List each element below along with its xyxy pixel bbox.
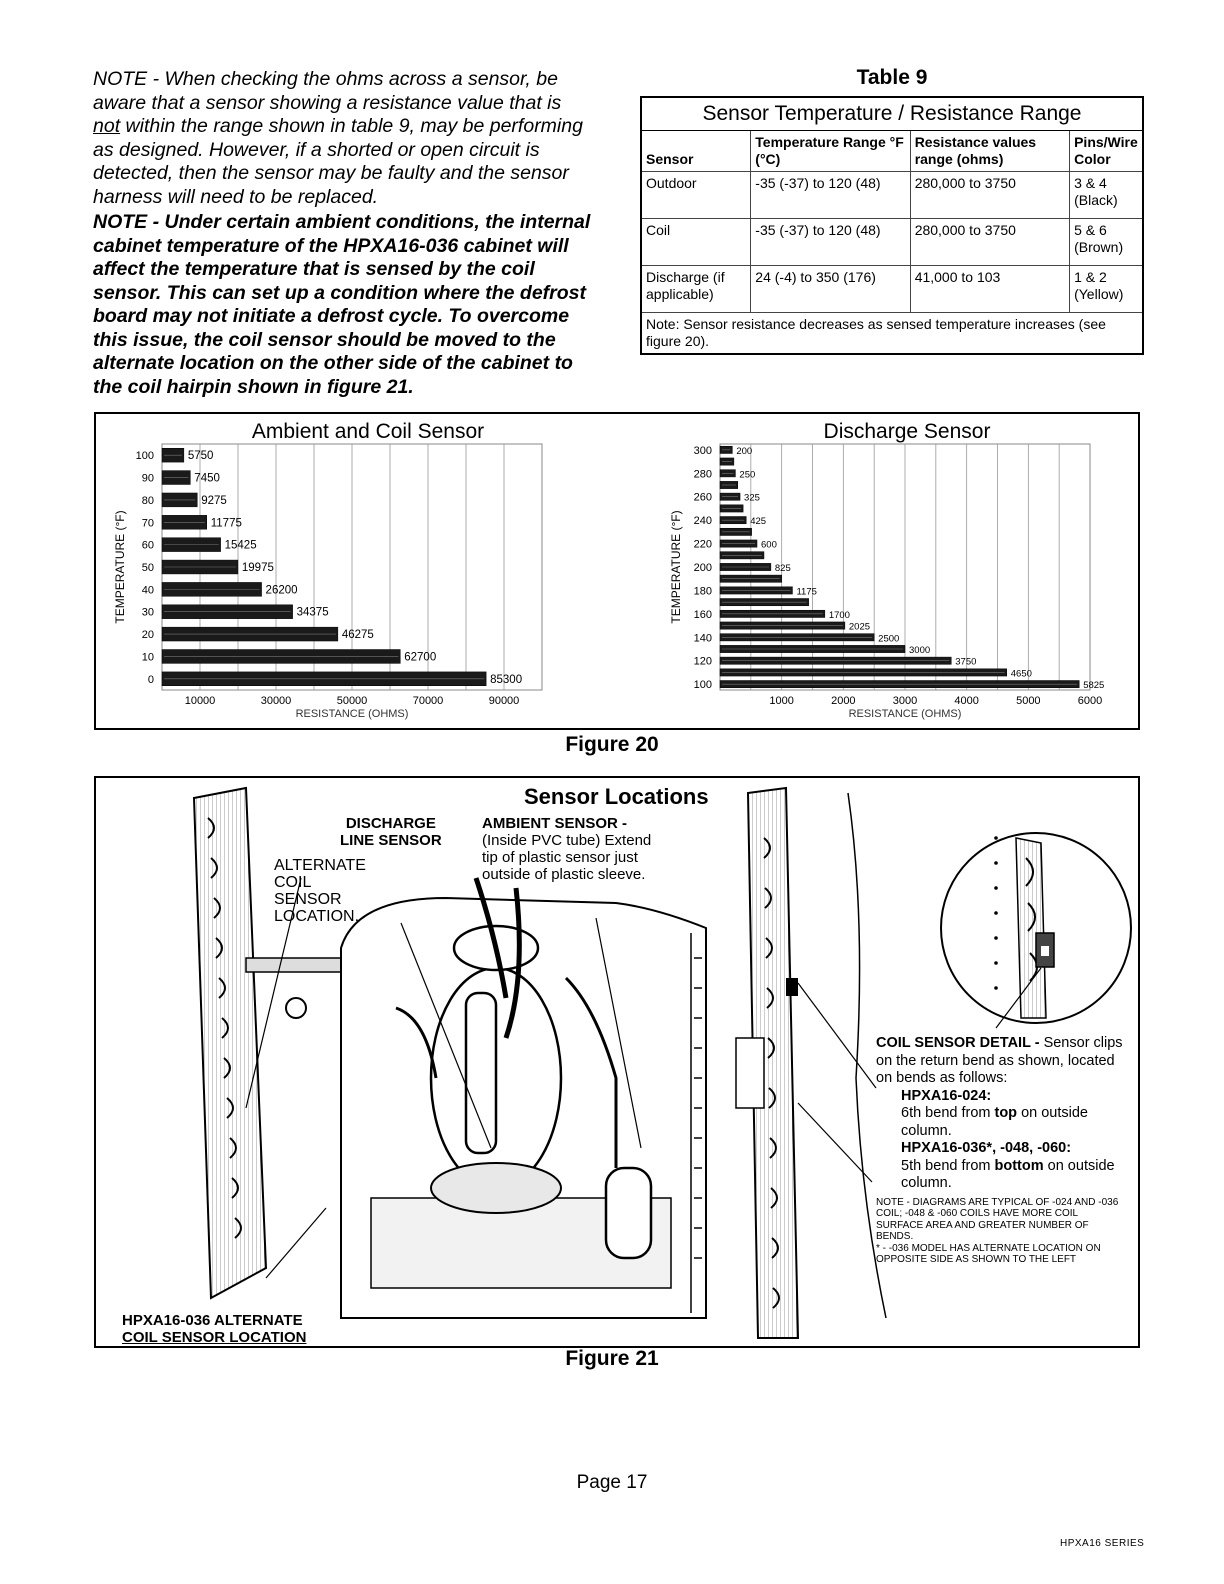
data-label: 1175	[796, 586, 817, 598]
data-label: 5750	[187, 450, 214, 463]
ambient-label-bold: AMBIENT SENSOR -	[482, 815, 628, 832]
y-tick-label: 100	[135, 450, 154, 463]
table-cell: 1 & 2 (Yellow)	[1070, 266, 1143, 313]
table-row	[641, 266, 1143, 313]
label-line: LINE SENSOR	[340, 832, 442, 849]
y-tick-label: 70	[141, 517, 154, 530]
y-tick-label: 80	[141, 494, 154, 507]
note1-underlined: not	[93, 115, 121, 137]
y-tick-label: 140	[693, 632, 712, 645]
data-label: 1700	[828, 609, 850, 621]
table-note: Note: Sensor resistance decreases as sensed temperature increases (see figure 20).	[641, 313, 1143, 355]
data-label: 34375	[296, 606, 329, 619]
y-tick-label: 60	[141, 539, 154, 552]
data-label: 3000	[909, 645, 931, 656]
data-label: 200	[736, 445, 753, 457]
note1-part2: within the range shown in table 9, may be performing as designed. However, if a shorted or open circuit is detected, then the sensor may be faulty and the sensor harness will need to be replaced.	[93, 115, 583, 208]
data-label: 600	[761, 539, 777, 551]
y-tick-label: 0	[147, 673, 154, 686]
data-label: 19975	[241, 562, 274, 574]
diagram-small-note-2: * - -036 MODEL HAS ALTERNATE LOCATION ON OPPOSITE SIDE AS SHOWN TO THE LEFT	[876, 1242, 1101, 1265]
chart-title: Ambient and Coil Sensor	[251, 420, 485, 443]
figure20-caption: Figure 20	[565, 733, 659, 756]
x-tick-label: 70000	[412, 695, 444, 707]
table-cell: Discharge (if applicable)	[641, 266, 751, 313]
x-tick-label: 90000	[488, 695, 520, 707]
label-line: ALTERNATE	[274, 857, 366, 874]
table-cell: 280,000 to 3750	[910, 219, 1069, 266]
y-tick-label: 10	[141, 651, 154, 664]
y-tick-label: 240	[693, 515, 712, 528]
y-tick-label: 200	[693, 562, 712, 574]
coil-detail-text: Sensor clips on the return bend as shown, located on bends as follows:	[876, 1035, 1123, 1086]
table-row	[641, 172, 1143, 219]
table-cell: -35 (-37) to 120 (48)	[751, 172, 910, 219]
sensor-table	[640, 96, 1144, 355]
data-label: 5825	[1083, 680, 1105, 692]
y-tick-label: 40	[141, 584, 154, 597]
y-tick-label: 220	[693, 538, 712, 551]
y-tick-label: 100	[693, 679, 712, 692]
y-tick-label: 30	[141, 606, 154, 619]
y-tick-label: 160	[693, 608, 712, 621]
x-tick-label: 6000	[1077, 695, 1103, 707]
table9-label: Table 9	[856, 66, 928, 89]
label-line: SENSOR	[274, 891, 342, 908]
data-label: 2500	[878, 633, 900, 645]
label-line: COIL	[274, 874, 312, 891]
table-cell: Coil	[641, 219, 751, 266]
x-axis-label: RESISTANCE (OHMS)	[295, 708, 409, 720]
x-tick-label: 5000	[1016, 695, 1041, 707]
data-label: 825	[774, 563, 791, 574]
label-line: tip of plastic sensor just	[482, 849, 638, 866]
cabinet-drawing	[341, 878, 706, 1318]
coil-detail-circle	[941, 833, 1131, 1028]
x-tick-label: 2000	[831, 695, 856, 707]
y-tick-label: 50	[141, 562, 154, 574]
data-label: 2025	[848, 621, 871, 633]
note-sensor-ohms	[93, 68, 593, 209]
coil-sensor-detail-text	[876, 1035, 1126, 1266]
y-axis-label: TEMPERATURE (°F)	[113, 510, 127, 624]
note1-part1: NOTE - When checking the ohms across a sensor, be aware that a sensor showing a resistance value that is	[93, 68, 562, 114]
discharge-line-sensor-label	[340, 815, 442, 849]
y-tick-label: 20	[141, 629, 154, 642]
col-pins: Pins/Wire Color	[1070, 131, 1143, 172]
table-cell: 5 & 6 (Brown)	[1070, 219, 1143, 266]
model1-label: HPXA16-024:	[901, 1087, 992, 1104]
data-label: 62700	[404, 651, 437, 664]
data-label: 15425	[224, 539, 257, 552]
model1-desc: 6th bend from	[901, 1105, 995, 1121]
data-label: 3750	[955, 656, 977, 668]
y-axis-label: TEMPERATURE (°F)	[669, 510, 683, 624]
table-cell: 3 & 4 (Black)	[1070, 172, 1143, 219]
table-cell: Outdoor	[641, 172, 751, 219]
discharge-chart	[660, 414, 1138, 728]
data-label: 4650	[1010, 668, 1032, 680]
data-label: 9275	[201, 494, 227, 507]
col-sensor: Sensor	[641, 131, 751, 172]
model2-desc-end: on outside column.	[901, 1157, 1115, 1191]
label-line: LOCATION.	[274, 908, 360, 925]
y-tick-label: 260	[693, 491, 712, 504]
data-label: 26200	[265, 584, 298, 597]
label-line: outside of plastic sleeve.	[482, 866, 646, 883]
page-number: Page 17	[576, 1472, 648, 1493]
label-line: HPXA16-036 ALTERNATE	[122, 1312, 303, 1329]
model2-desc-bold: bottom	[994, 1157, 1044, 1174]
y-tick-label: 280	[693, 468, 712, 481]
model1-desc-bold: top	[994, 1105, 1018, 1121]
x-axis-label: RESISTANCE (OHMS)	[848, 708, 962, 720]
x-tick-label: 1000	[769, 695, 794, 707]
model2-label: HPXA16-036*, -048, -060:	[901, 1140, 1072, 1156]
data-label: 250	[739, 469, 756, 481]
y-tick-label: 180	[693, 585, 712, 598]
table-cell: 24 (-4) to 350 (176)	[751, 266, 910, 313]
table-cell: 41,000 to 103	[910, 266, 1069, 313]
x-tick-label: 50000	[336, 695, 368, 707]
col-resistance: Resistance values range (ohms)	[910, 131, 1069, 172]
right-coil-drawing	[736, 788, 886, 1338]
figure21-caption: Figure 21	[565, 1347, 659, 1370]
note-ambient-conditions: NOTE - Under certain ambient conditions, the internal cabinet temperature of the HPXA16-036 cabinet will affect the temperature that is sensed by the coil sensor. This can set up a condition where the defrost board may not initiate a defrost cycle. To overcome this issue, the coil sensor should be moved to the alternate location on the other side of the cabinet to the coil hairpin shown in figure 21.	[93, 211, 591, 398]
data-label: 46275	[341, 629, 374, 642]
model1-desc-end: on outside column.	[901, 1105, 1088, 1139]
data-label: 11775	[210, 517, 242, 530]
hpxa036-alternate-label	[122, 1312, 306, 1346]
data-label: 85300	[490, 673, 523, 686]
table-cell: -35 (-37) to 120 (48)	[751, 219, 910, 266]
diagram-small-note: NOTE - DIAGRAMS ARE TYPICAL OF -024 AND -036 COIL; -048 & -060 COILS HAVE MORE COIL SURFACE AREA AND GREATER NUMBER OF BENDS.	[876, 1196, 1119, 1242]
label-line: COIL SENSOR LOCATION	[122, 1329, 307, 1346]
ambient-coil-chart	[96, 414, 566, 728]
ambient-sensor-label	[482, 815, 702, 883]
table-row	[641, 219, 1143, 266]
x-tick-label: 30000	[260, 695, 292, 707]
col-temperature: Temperature Range °F (°C)	[751, 131, 910, 172]
data-label: 325	[744, 492, 760, 504]
y-tick-label: 120	[693, 655, 712, 668]
series-label: HPXA16 SERIES	[1060, 1538, 1145, 1549]
y-tick-label: 300	[693, 444, 712, 457]
data-label: 425	[750, 516, 767, 528]
coil-detail-bold: COIL SENSOR DETAIL -	[876, 1035, 1040, 1051]
alternate-coil-sensor-label	[274, 857, 366, 925]
table9-caption: Sensor Temperature / Resistance Range	[641, 97, 1143, 131]
label-line: DISCHARGE	[345, 815, 436, 832]
x-tick-label: 3000	[892, 695, 918, 707]
model2-desc: 5th bend from	[901, 1157, 995, 1174]
y-tick-label: 90	[141, 472, 154, 485]
x-tick-label: 4000	[954, 695, 979, 707]
label-line: (Inside PVC tube) Extend	[482, 832, 652, 849]
data-label: 7450	[194, 472, 220, 485]
chart-title: Discharge Sensor	[823, 420, 991, 443]
figure21-title: Sensor Locations	[524, 784, 709, 809]
table-cell: 280,000 to 3750	[910, 172, 1069, 219]
x-tick-label: 10000	[184, 695, 216, 707]
